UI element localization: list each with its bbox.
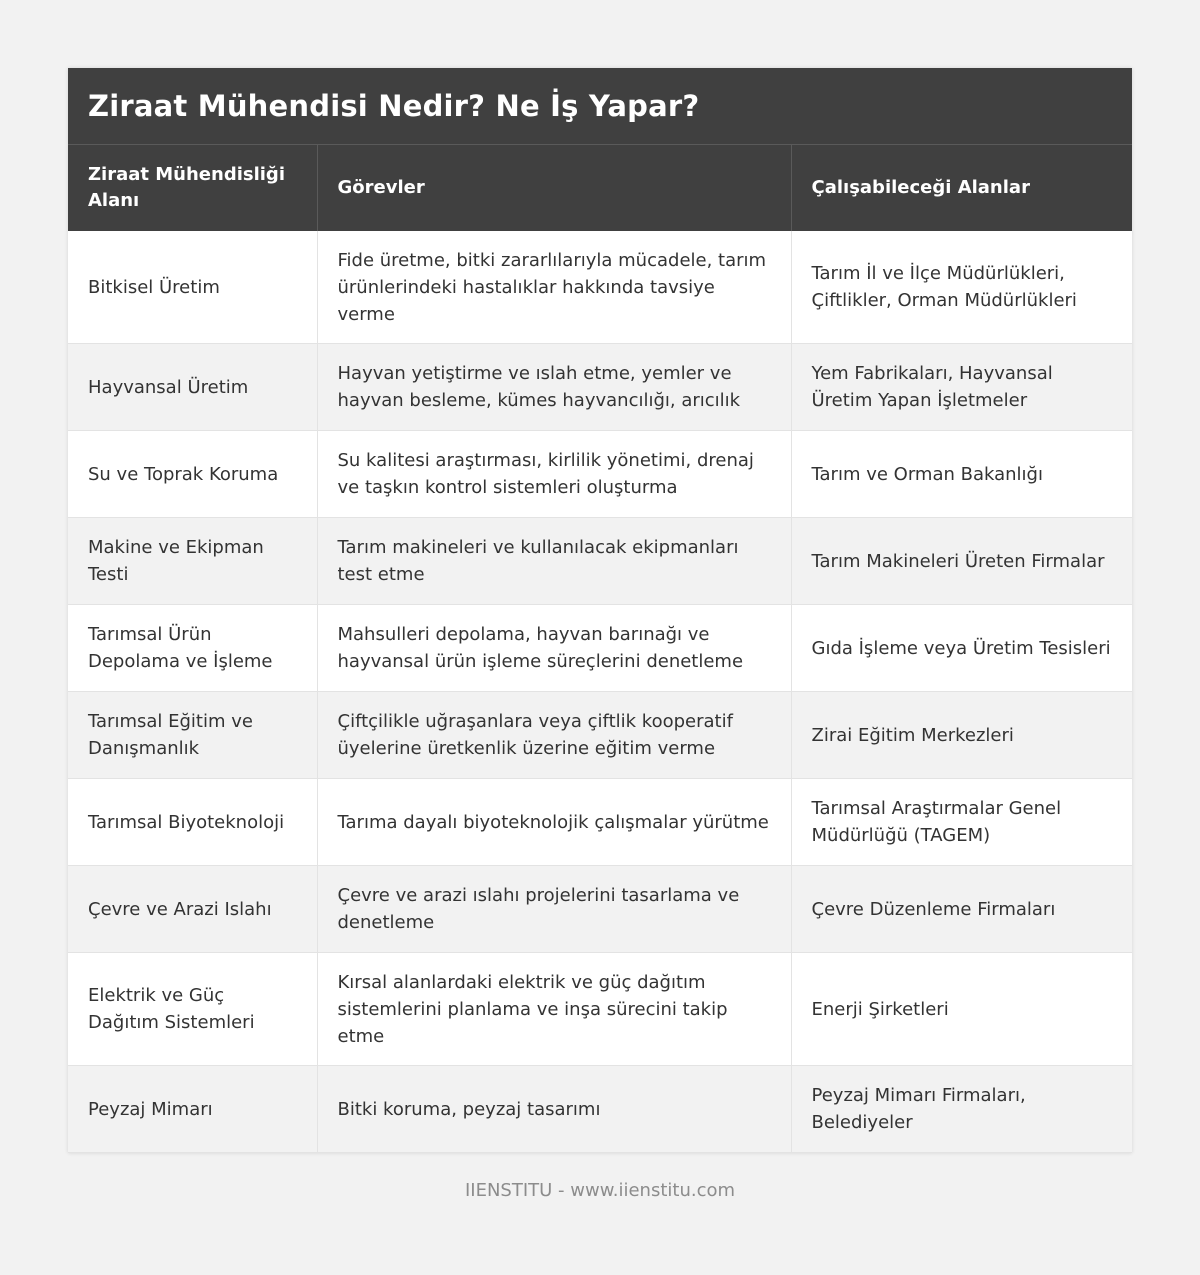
cell-workplaces: Zirai Eğitim Merkezleri (791, 692, 1132, 779)
cell-workplaces: Tarım Makineleri Üreten Firmalar (791, 518, 1132, 605)
cell-field: Tarımsal Eğitim ve Danışmanlık (68, 692, 317, 779)
cell-duties: Su kalitesi araştırması, kirlilik yönetimi, drenaj ve taşkın kontrol sistemleri oluşturma (317, 431, 791, 518)
table-header (68, 145, 1132, 231)
footer-credit: IIENSTITU - www.iienstitu.com (464, 1180, 736, 1201)
table-row (68, 431, 1132, 518)
table-card (68, 68, 1132, 1153)
cell-duties: Bitki koruma, peyzaj tasarımı (317, 1066, 791, 1153)
cell-duties: Kırsal alanlardaki elektrik ve güç dağıtım sistemlerini planlama ve inşa sürecini takip etme (317, 953, 791, 1066)
table-row (68, 866, 1132, 953)
table-row (68, 692, 1132, 779)
cell-duties: Hayvan yetiştirme ve ıslah etme, yemler ve hayvan besleme, kümes hayvancılığı, arıcılık (317, 344, 791, 431)
cell-workplaces: Gıda İşleme veya Üretim Tesisleri (791, 605, 1132, 692)
cell-field: Çevre ve Arazi Islahı (68, 866, 317, 953)
column-header-field: Ziraat Mühendisliği Alanı (68, 145, 317, 231)
cell-duties: Tarıma dayalı biyoteknolojik çalışmalar yürütme (317, 779, 791, 866)
cell-workplaces: Çevre Düzenleme Firmaları (791, 866, 1132, 953)
table-row (68, 344, 1132, 431)
cell-field: Peyzaj Mimarı (68, 1066, 317, 1153)
cell-field: Tarımsal Ürün Depolama ve İşleme (68, 605, 317, 692)
cell-workplaces: Tarım ve Orman Bakanlığı (791, 431, 1132, 518)
column-header-workplaces: Çalışabileceği Alanlar (791, 145, 1132, 231)
table-row (68, 953, 1132, 1066)
header-row (68, 145, 1132, 231)
table-row (68, 231, 1132, 344)
cell-duties: Çevre ve arazi ıslahı projelerini tasarlama ve denetleme (317, 866, 791, 953)
cell-duties: Tarım makineleri ve kullanılacak ekipmanları test etme (317, 518, 791, 605)
data-table (68, 145, 1132, 1153)
cell-field: Elektrik ve Güç Dağıtım Sistemleri (68, 953, 317, 1066)
cell-field: Makine ve Ekipman Testi (68, 518, 317, 605)
cell-duties: Mahsulleri depolama, hayvan barınağı ve hayvansal ürün işleme süreçlerini denetleme (317, 605, 791, 692)
cell-field: Bitkisel Üretim (68, 231, 317, 344)
cell-workplaces: Enerji Şirketleri (791, 953, 1132, 1066)
table-row (68, 605, 1132, 692)
table-body (68, 231, 1132, 1153)
cell-field: Hayvansal Üretim (68, 344, 317, 431)
table-row (68, 1066, 1132, 1153)
table-title: Ziraat Mühendisi Nedir? Ne İş Yapar? (68, 68, 1132, 145)
cell-duties: Çiftçilikle uğraşanlara veya çiftlik kooperatif üyelerine üretkenlik üzerine eğitim verme (317, 692, 791, 779)
cell-workplaces: Peyzaj Mimarı Firmaları, Belediyeler (791, 1066, 1132, 1153)
table-row (68, 779, 1132, 866)
column-header-duties: Görevler (317, 145, 791, 231)
cell-duties: Fide üretme, bitki zararlılarıyla mücadele, tarım ürünlerindeki hastalıklar hakkında tavsiye verme (317, 231, 791, 344)
cell-workplaces: Tarım İl ve İlçe Müdürlükleri, Çiftlikler, Orman Müdürlükleri (791, 231, 1132, 344)
cell-field: Su ve Toprak Koruma (68, 431, 317, 518)
cell-workplaces: Yem Fabrikaları, Hayvansal Üretim Yapan İşletmeler (791, 344, 1132, 431)
table-row (68, 518, 1132, 605)
cell-workplaces: Tarımsal Araştırmalar Genel Müdürlüğü (TAGEM) (791, 779, 1132, 866)
cell-field: Tarımsal Biyoteknoloji (68, 779, 317, 866)
